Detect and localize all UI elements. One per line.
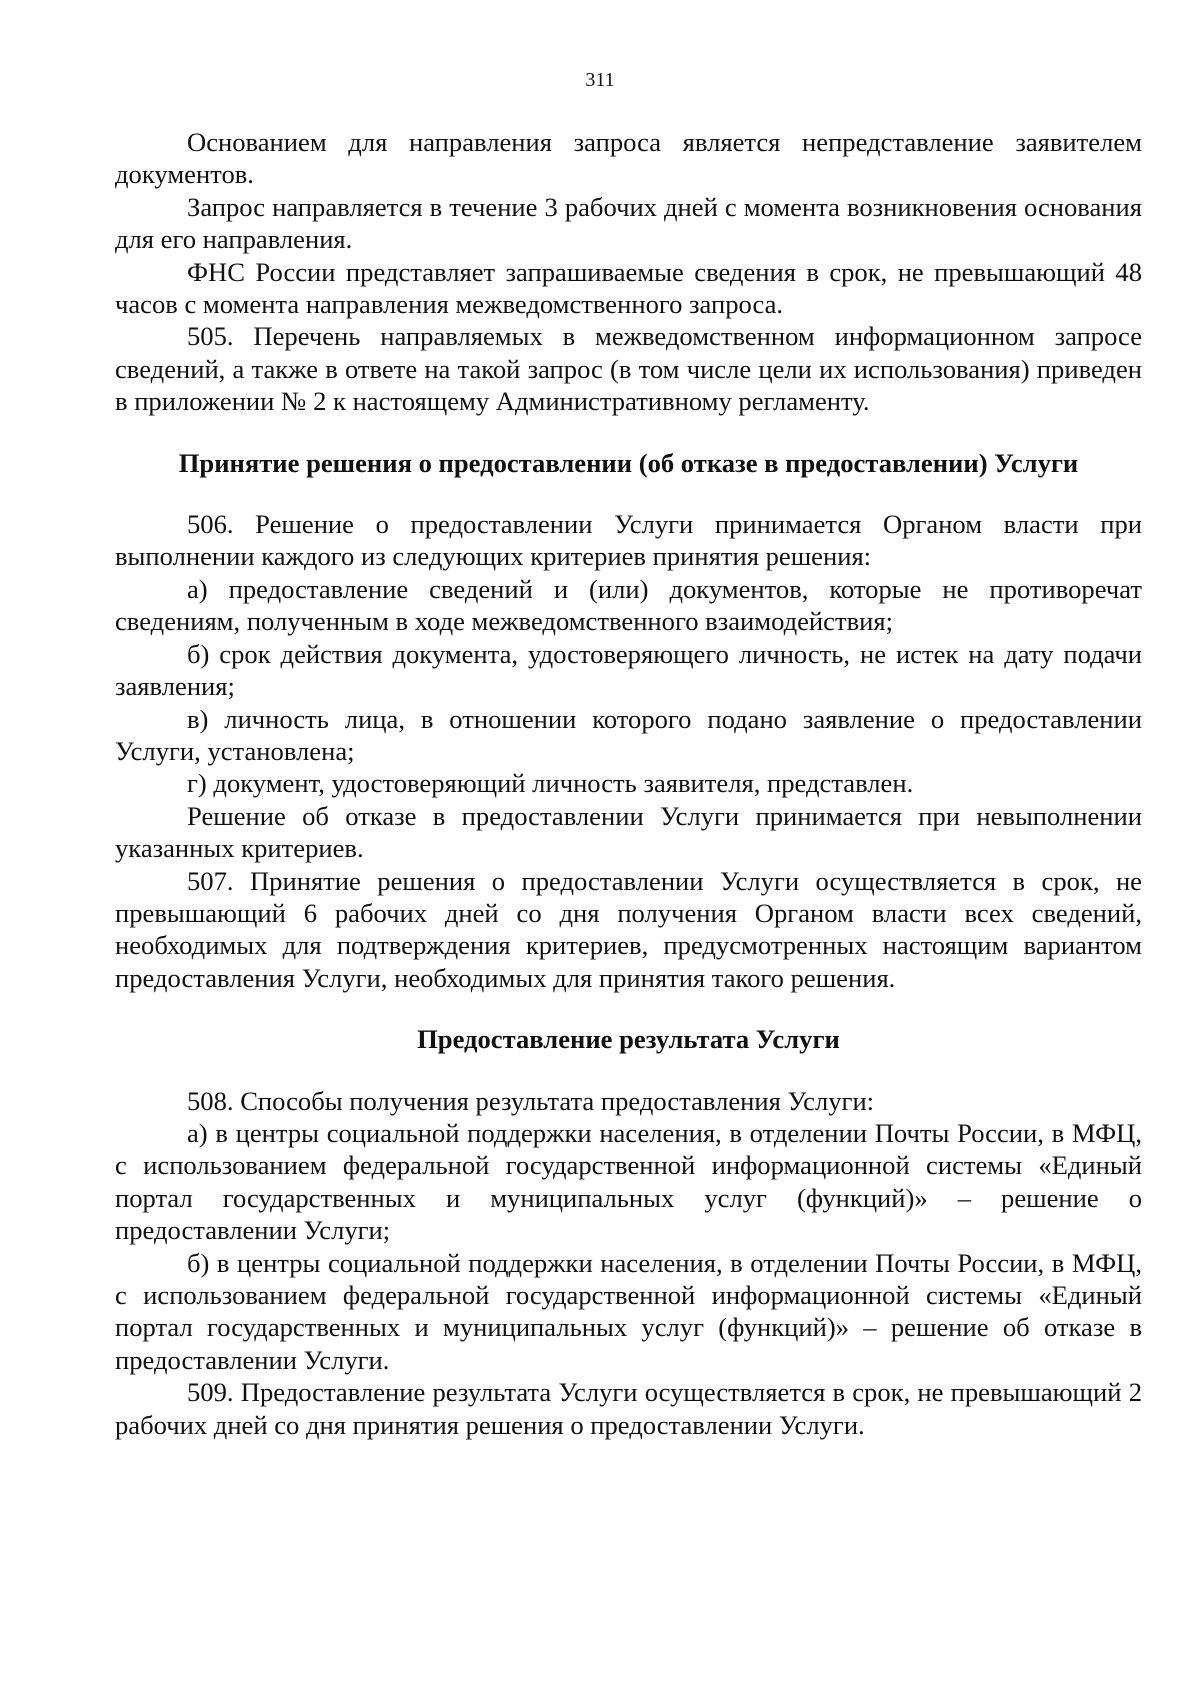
- page-number: 311: [585, 69, 615, 91]
- paragraph-507: 507. Принятие решения о предоставлении Услуги осуществляется в срок, не превышающий 6 рабочих дней со дня получения Органом власти всех сведений, необходимых для подтверждения критериев, предусмотренных настоящим вариантом предоставления Услуги, необходимых для принятия такого решения.: [115, 865, 1142, 993]
- section-heading-result: Предоставление результата Услуги: [417, 1024, 840, 1055]
- list-item-v: в) личность лица, в отношении которого подано заявление о предоставлении Услуги, установлена;: [115, 703, 1142, 766]
- document-body: [115, 126, 1142, 1441]
- paragraph-505: 505. Перечень направляемых в межведомственном информационном запросе сведений, а также в ответе на такой запрос (в том числе цели их использования) приведен в приложении № 2 к настоящему Административному регламенту.: [115, 321, 1142, 417]
- paragraph-fns-response: ФНС России представляет запрашиваемые сведения в срок, не превышающий 48 часов с момента направления межведомственного запроса.: [115, 256, 1142, 320]
- paragraph-509: 509. Предоставление результата Услуги осуществляется в срок, не превышающий 2 рабочих дней со дня принятия решения о предоставлении Услуги.: [115, 1377, 1142, 1440]
- paragraph-508: 508. Способы получения результата предоставления Услуги:: [187, 1085, 875, 1116]
- list-item-a: а) предоставление сведений и (или) документов, которые не противоречат сведениям, полученным в ходе межведомственного взаимодействия;: [115, 573, 1142, 637]
- spacer: [115, 418, 1142, 447]
- spacer: [115, 994, 1142, 1023]
- spacer: [115, 479, 1142, 508]
- list-item-b: б) срок действия документа, удостоверяющего личность, не истек на дату подачи заявления;: [115, 638, 1142, 702]
- paragraph-506: 506. Решение о предоставлении Услуги принимается Органом власти при выполнении каждого из следующих критериев принятия решения:: [115, 509, 1142, 572]
- section-heading-decision: Принятие решения о предоставлении (об отказе в предоставлении) Услуги: [178, 447, 1079, 478]
- paragraph-request-deadline: Запрос направляется в течение 3 рабочих дней с момента возникновения основания для его направления.: [115, 191, 1142, 255]
- list-item-a-result: а) в центры социальной поддержки населения, в отделении Почты России, в МФЦ, с использованием федеральной государственной информационной системы «Единый портал государственных и муниципальных услуг (функций)» – решение о предоставлении Услуги;: [115, 1117, 1142, 1246]
- paragraph-request-basis: Основанием для направления запроса является непредставление заявителем документов.: [115, 127, 1142, 190]
- list-item-g: г) документ, удостоверяющий личность заявителя, представлен.: [187, 768, 914, 799]
- spacer: [115, 1056, 1142, 1085]
- list-item-b-result: б) в центры социальной поддержки населения, в отделении Почты России, в МФЦ, с использованием федеральной государственной информационной системы «Единый портал государственных и муниципальных услуг (функций)» – решение об отказе в предоставлении Услуги.: [115, 1247, 1142, 1375]
- paragraph-refusal: Решение об отказе в предоставлении Услуги принимается при невыполнении указанных критериев.: [115, 800, 1142, 864]
